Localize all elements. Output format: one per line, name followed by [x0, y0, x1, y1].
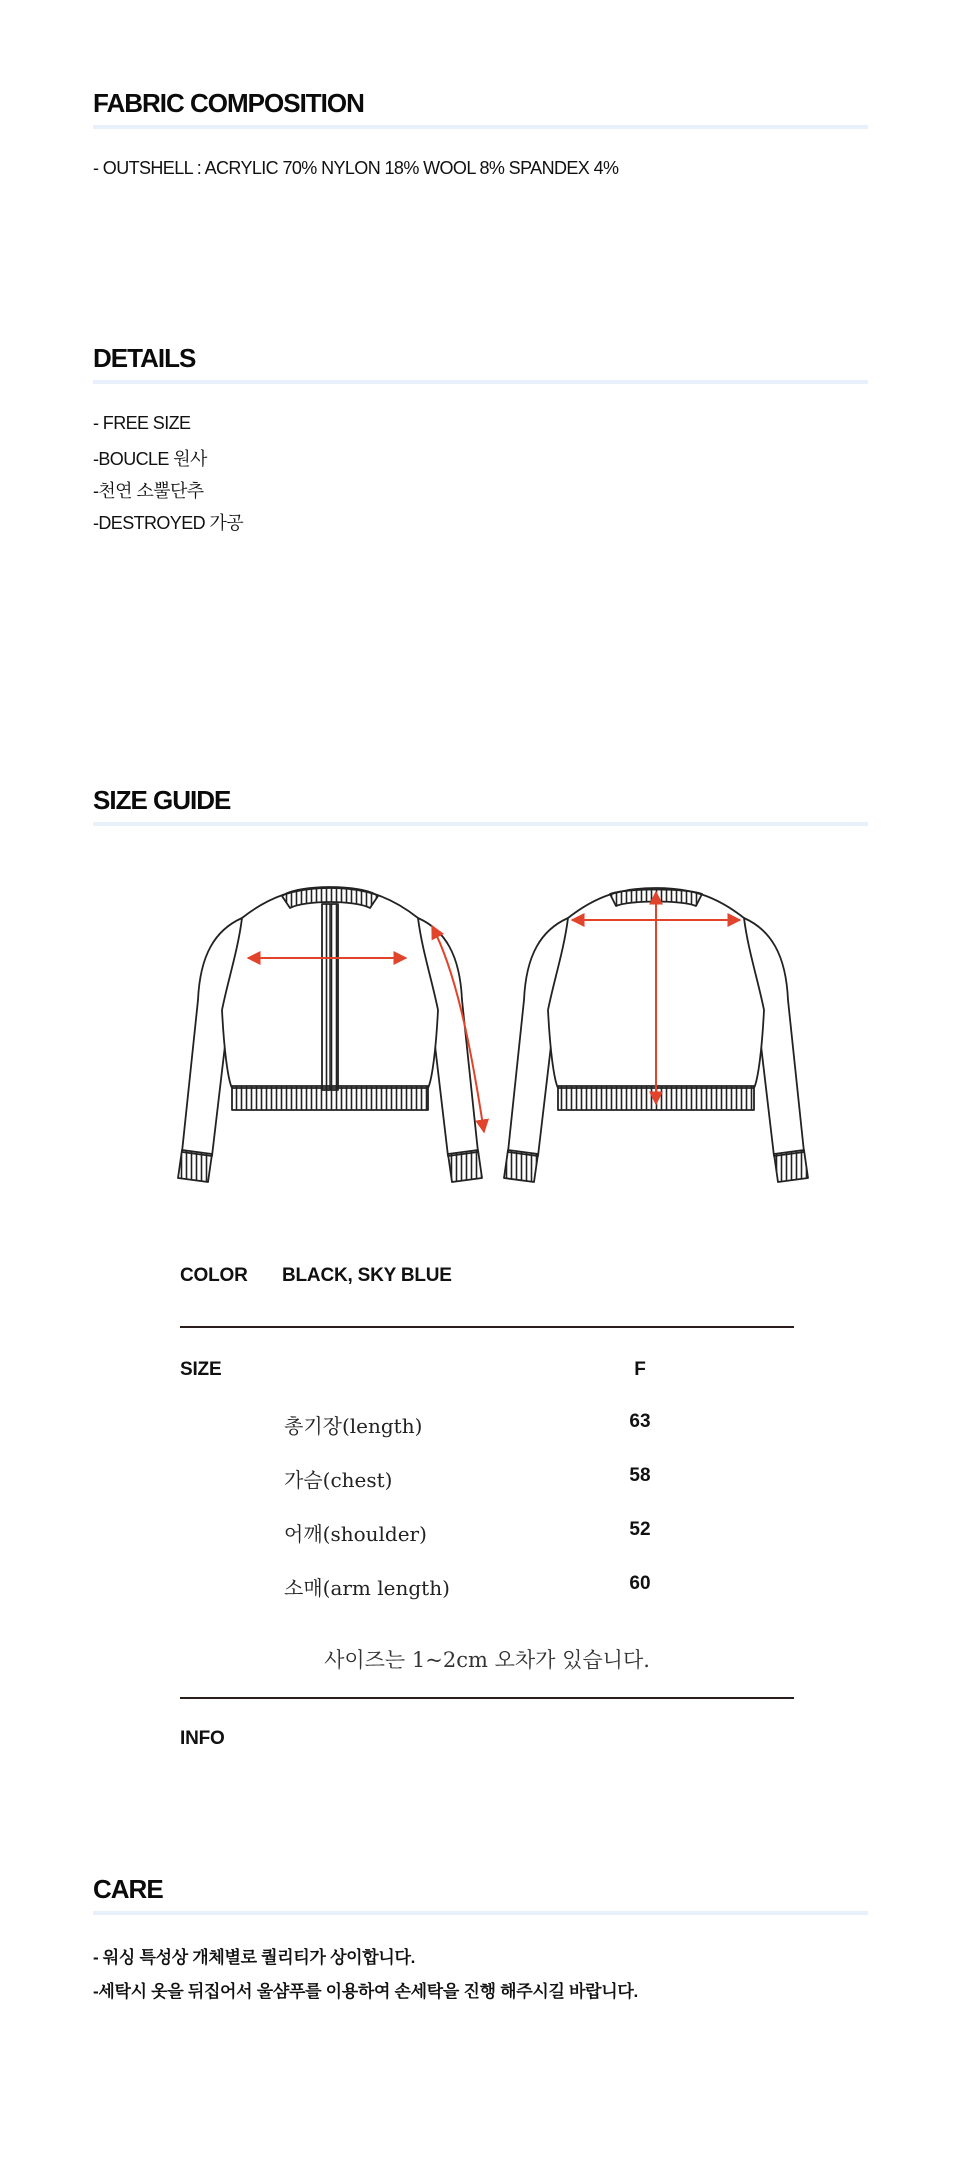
details-item: -DESTROYED 가공	[93, 513, 243, 533]
table-rule-top	[180, 1326, 794, 1328]
fabric-composition-line: - OUTSHELL : ACRYLIC 70% NYLON 18% WOOL 8% SPANDEX 4%	[93, 158, 619, 178]
size-label: SIZE	[180, 1359, 222, 1380]
care-item: - 워싱 특성상 개체별로 퀄리티가 상이합니다.	[93, 1948, 416, 1967]
color-value: BLACK, SKY BLUE	[282, 1265, 452, 1286]
details-item: -BOUCLE 원사	[93, 449, 207, 469]
front-view-sketch	[178, 887, 482, 1182]
color-label: COLOR	[180, 1265, 248, 1286]
size-row-value: 60	[629, 1573, 651, 1594]
care-item: -세탁시 옷을 뒤집어서 울샴푸를 이용하여 손세탁을 진행 해주시길 바랍니다.	[93, 1982, 638, 2001]
size-row-label: 소매(arm length)	[284, 1576, 450, 1600]
size-row-label: 총기장(length)	[284, 1414, 423, 1438]
table-rule-bottom	[180, 1697, 794, 1699]
care-title: CARE	[93, 1874, 868, 1915]
size-tolerance-note: 사이즈는 1~2cm 오차가 있습니다.	[324, 1648, 650, 1672]
size-row-label: 어깨(shoulder)	[284, 1522, 427, 1546]
size-guide-title: SIZE GUIDE	[93, 785, 868, 826]
size-row-value: 52	[629, 1519, 651, 1540]
size-row-value: 63	[629, 1411, 651, 1432]
size-header: F	[634, 1359, 646, 1380]
size-row-value: 58	[629, 1465, 651, 1486]
cardigan-flat-sketch	[170, 860, 810, 1200]
details-title: DETAILS	[93, 343, 868, 384]
fabric-composition-title: FABRIC COMPOSITION	[93, 88, 868, 129]
details-item: -천연 소뿔단추	[93, 481, 204, 501]
details-item: - FREE SIZE	[93, 413, 191, 433]
size-row-label: 가슴(chest)	[284, 1468, 393, 1492]
info-label: INFO	[180, 1728, 225, 1749]
